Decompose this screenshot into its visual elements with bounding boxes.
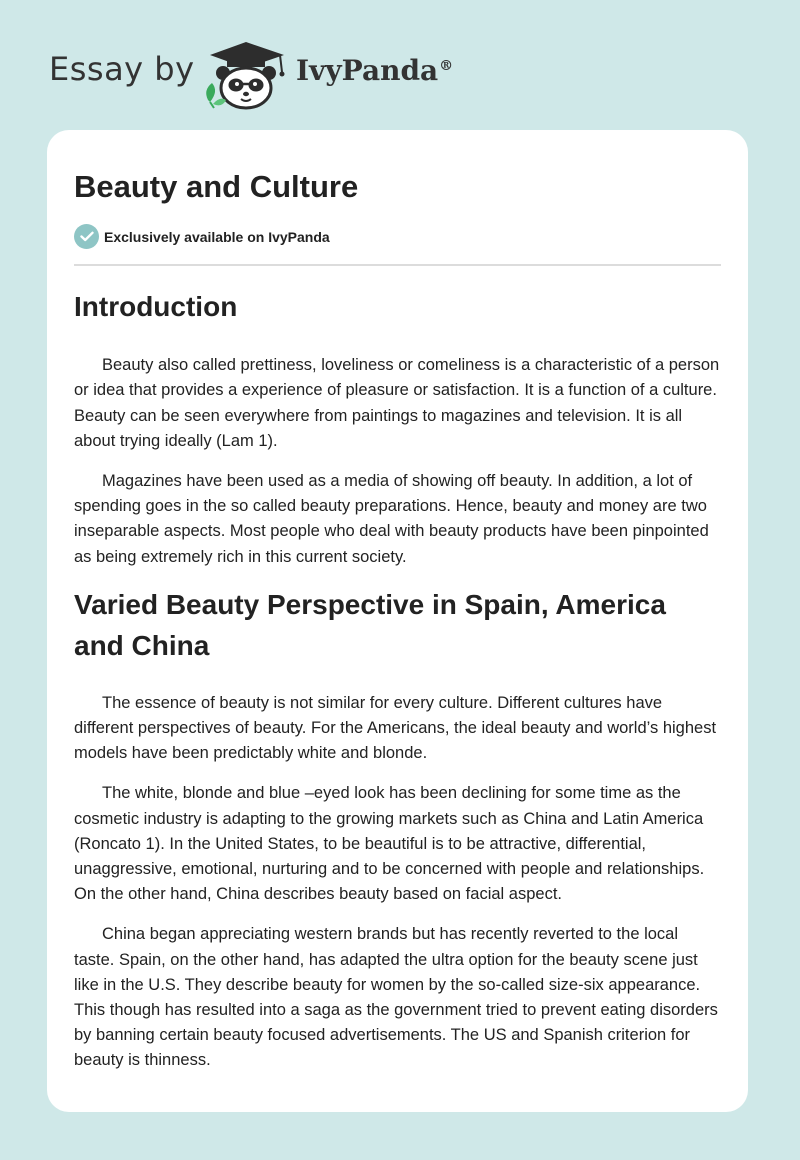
exclusive-badge [74, 224, 721, 249]
page-title: Beauty and Culture [74, 169, 359, 204]
divider [74, 264, 721, 266]
essay-card [47, 130, 748, 1112]
paragraph: Beauty also called prettiness, loveliness or comeliness is a characteristic of a person or idea that provides a experience of pleasure or satisfaction. It is a function of a culture. Beauty can be seen everywhere from paintings to magazines and television. It is all about trying ideally (Lam 1). [74, 356, 720, 450]
paragraph: The essence of beauty is not similar for every culture. Different cultures have different perspectives of beauty. For the Americans, the ideal beauty and world’s highest models have been predictably white and blonde. [74, 693, 717, 763]
paragraph: China began appreciating western brands but has recently reverted to the local taste. Spain, on the other hand, has adapted the ultra option for the beauty scene just like in the U.S. They describe beauty for women by the so-called size-six appearance. This though has resulted into a saga as the government tried to prevent eating disorders by banning certain beauty focused advertisements. The US and Spanish criterion for beauty is thinness. [74, 925, 718, 1070]
brand-name-text: IvyPanda [296, 54, 439, 87]
registered-mark: ® [439, 57, 454, 74]
paragraph: The white, blonde and blue –eyed look has been declining for some time as the cosmetic industry is adapting to the growing markets such as China and Latin America (Roncato 1). In the United States, to be beautiful is to be attractive, differential, unaggressive, emotional, nurturing and to be concerned with people and relationships. On the other hand, China describes beauty based on facial aspect. [74, 784, 705, 904]
section-heading-varied-beauty: Varied Beauty Perspective in Spain, America and China [74, 588, 666, 661]
check-circle-icon [74, 224, 99, 249]
section-heading-introduction: Introduction [74, 291, 238, 323]
site-header [0, 0, 800, 130]
paragraph: Magazines have been used as a media of showing off beauty. In addition, a lot of spending goes in the so called beauty preparations. Hence, beauty and money are two inseparable aspects. Most people who deal with beauty products have been pinpointed as being extremely rich in this current society. [74, 472, 709, 566]
brand-name[interactable] [296, 54, 453, 87]
brand-prefix: Essay by [49, 50, 195, 88]
panda-graduate-icon[interactable] [200, 38, 292, 110]
exclusive-badge-text: Exclusively available on IvyPanda [104, 228, 330, 245]
